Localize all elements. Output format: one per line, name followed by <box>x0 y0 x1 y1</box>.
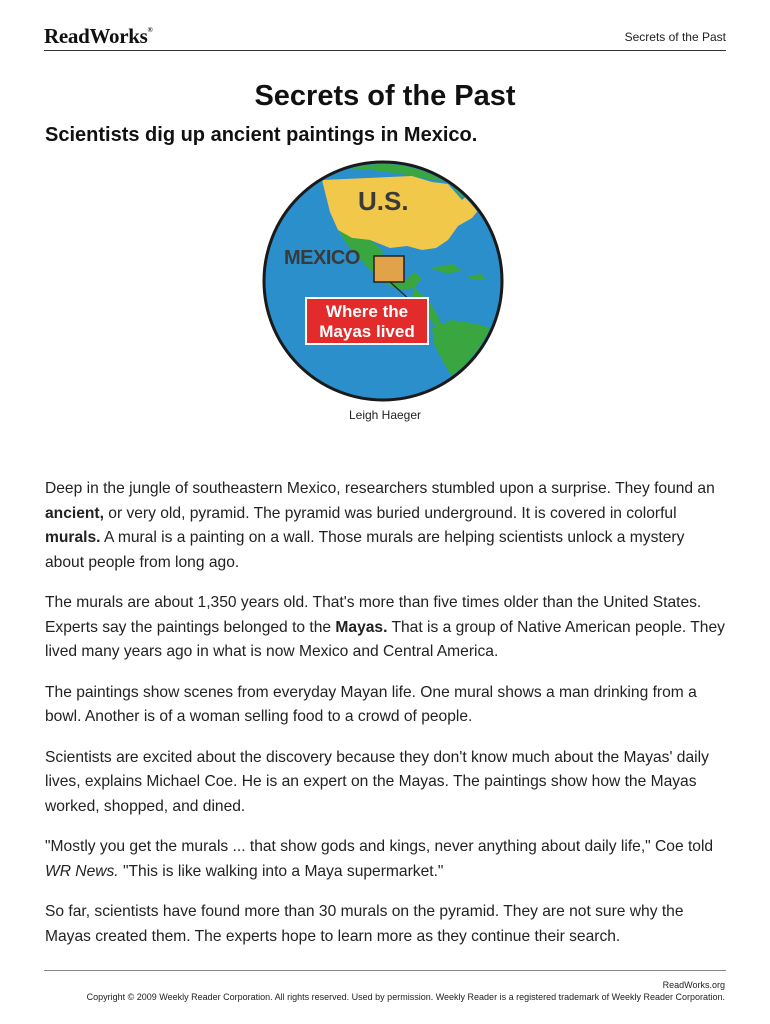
callout-line-1: Where the <box>325 302 409 321</box>
south-america-land <box>432 320 504 402</box>
label-mexico: MEXICO <box>284 247 360 269</box>
footer-divider <box>44 970 726 971</box>
vocab-word-mayas: Mayas. <box>335 618 388 636</box>
map-image <box>262 160 504 402</box>
registered-mark: ® <box>147 26 153 34</box>
paragraph-text: So far, scientists have found more than 30 murals on the pyramid. They are not sure why the Mayas created them. The experts hope to learn more as they continue their search. <box>45 903 684 945</box>
paragraph-text: Scientists are excited about the discovery because they don't know much about the Mayas' daily lives, explains Michael Coe. He is an expert on the Mayas. The paintings show how the Mayas worked, shopped, and dined. <box>45 748 709 815</box>
page-header <box>44 22 726 51</box>
paragraph-text: or very old, pyramid. The pyramid was buried underground. It is covered in colorful <box>103 504 677 522</box>
maya-region-box <box>374 256 404 282</box>
paragraph-text: That is a group of Native American people. They lived many years ago in what is now Mexico and Central America. <box>45 618 725 660</box>
logo-text: ReadWorks <box>44 24 148 48</box>
running-title: Secrets of the Past <box>624 30 726 44</box>
article-title: Secrets of the Past <box>254 80 516 112</box>
paragraph-text: "Mostly you get the murals ... that show gods and kings, never anything about daily life," Coe told <box>45 838 714 855</box>
paragraph-5 <box>45 835 725 884</box>
publication-name: WR News. <box>45 862 119 880</box>
footer-copyright: Copyright © 2009 Weekly Reader Corporation. All rights reserved. Used by permission. Weekly Reader is a registered trademark of Weekly Reader Corporation. <box>86 992 725 1002</box>
paragraph-4 <box>45 746 725 820</box>
readworks-logo <box>44 24 152 49</box>
image-credit: Leigh Haeger <box>348 408 422 422</box>
label-us: U.S. <box>358 186 409 216</box>
paragraph-2 <box>45 591 725 665</box>
paragraph-3 <box>45 681 725 730</box>
paragraph-text: "This is like walking into a Maya supermarket." <box>118 862 444 880</box>
paragraph-1 <box>45 477 725 575</box>
globe-map-graphic <box>262 160 504 402</box>
article-body <box>45 477 725 965</box>
article-subtitle: Scientists dig up ancient paintings in Mexico. <box>45 124 478 146</box>
vocab-word-murals: murals. <box>45 529 101 546</box>
paragraph-text: A mural is a painting on a wall. Those murals are helping scientists unlock a mystery about people from long ago. <box>45 529 685 571</box>
paragraph-6 <box>45 900 725 949</box>
footer-site: ReadWorks.org <box>662 980 725 990</box>
callout-line-2: Mayas lived <box>319 322 415 341</box>
paragraph-text: The paintings show scenes from everyday Mayan life. One mural shows a man drinking from a bowl. Another is of a woman selling food to a crowd of people. <box>45 683 697 725</box>
paragraph-text: The murals are about 1,350 years old. That's more than five times older than the United States. Experts say the paintings belonged to the <box>45 594 702 636</box>
paragraph-text: Deep in the jungle of southeastern Mexico, researchers stumbled upon a surprise. They found an <box>45 480 715 497</box>
vocab-word-ancient: ancient, <box>45 504 104 522</box>
